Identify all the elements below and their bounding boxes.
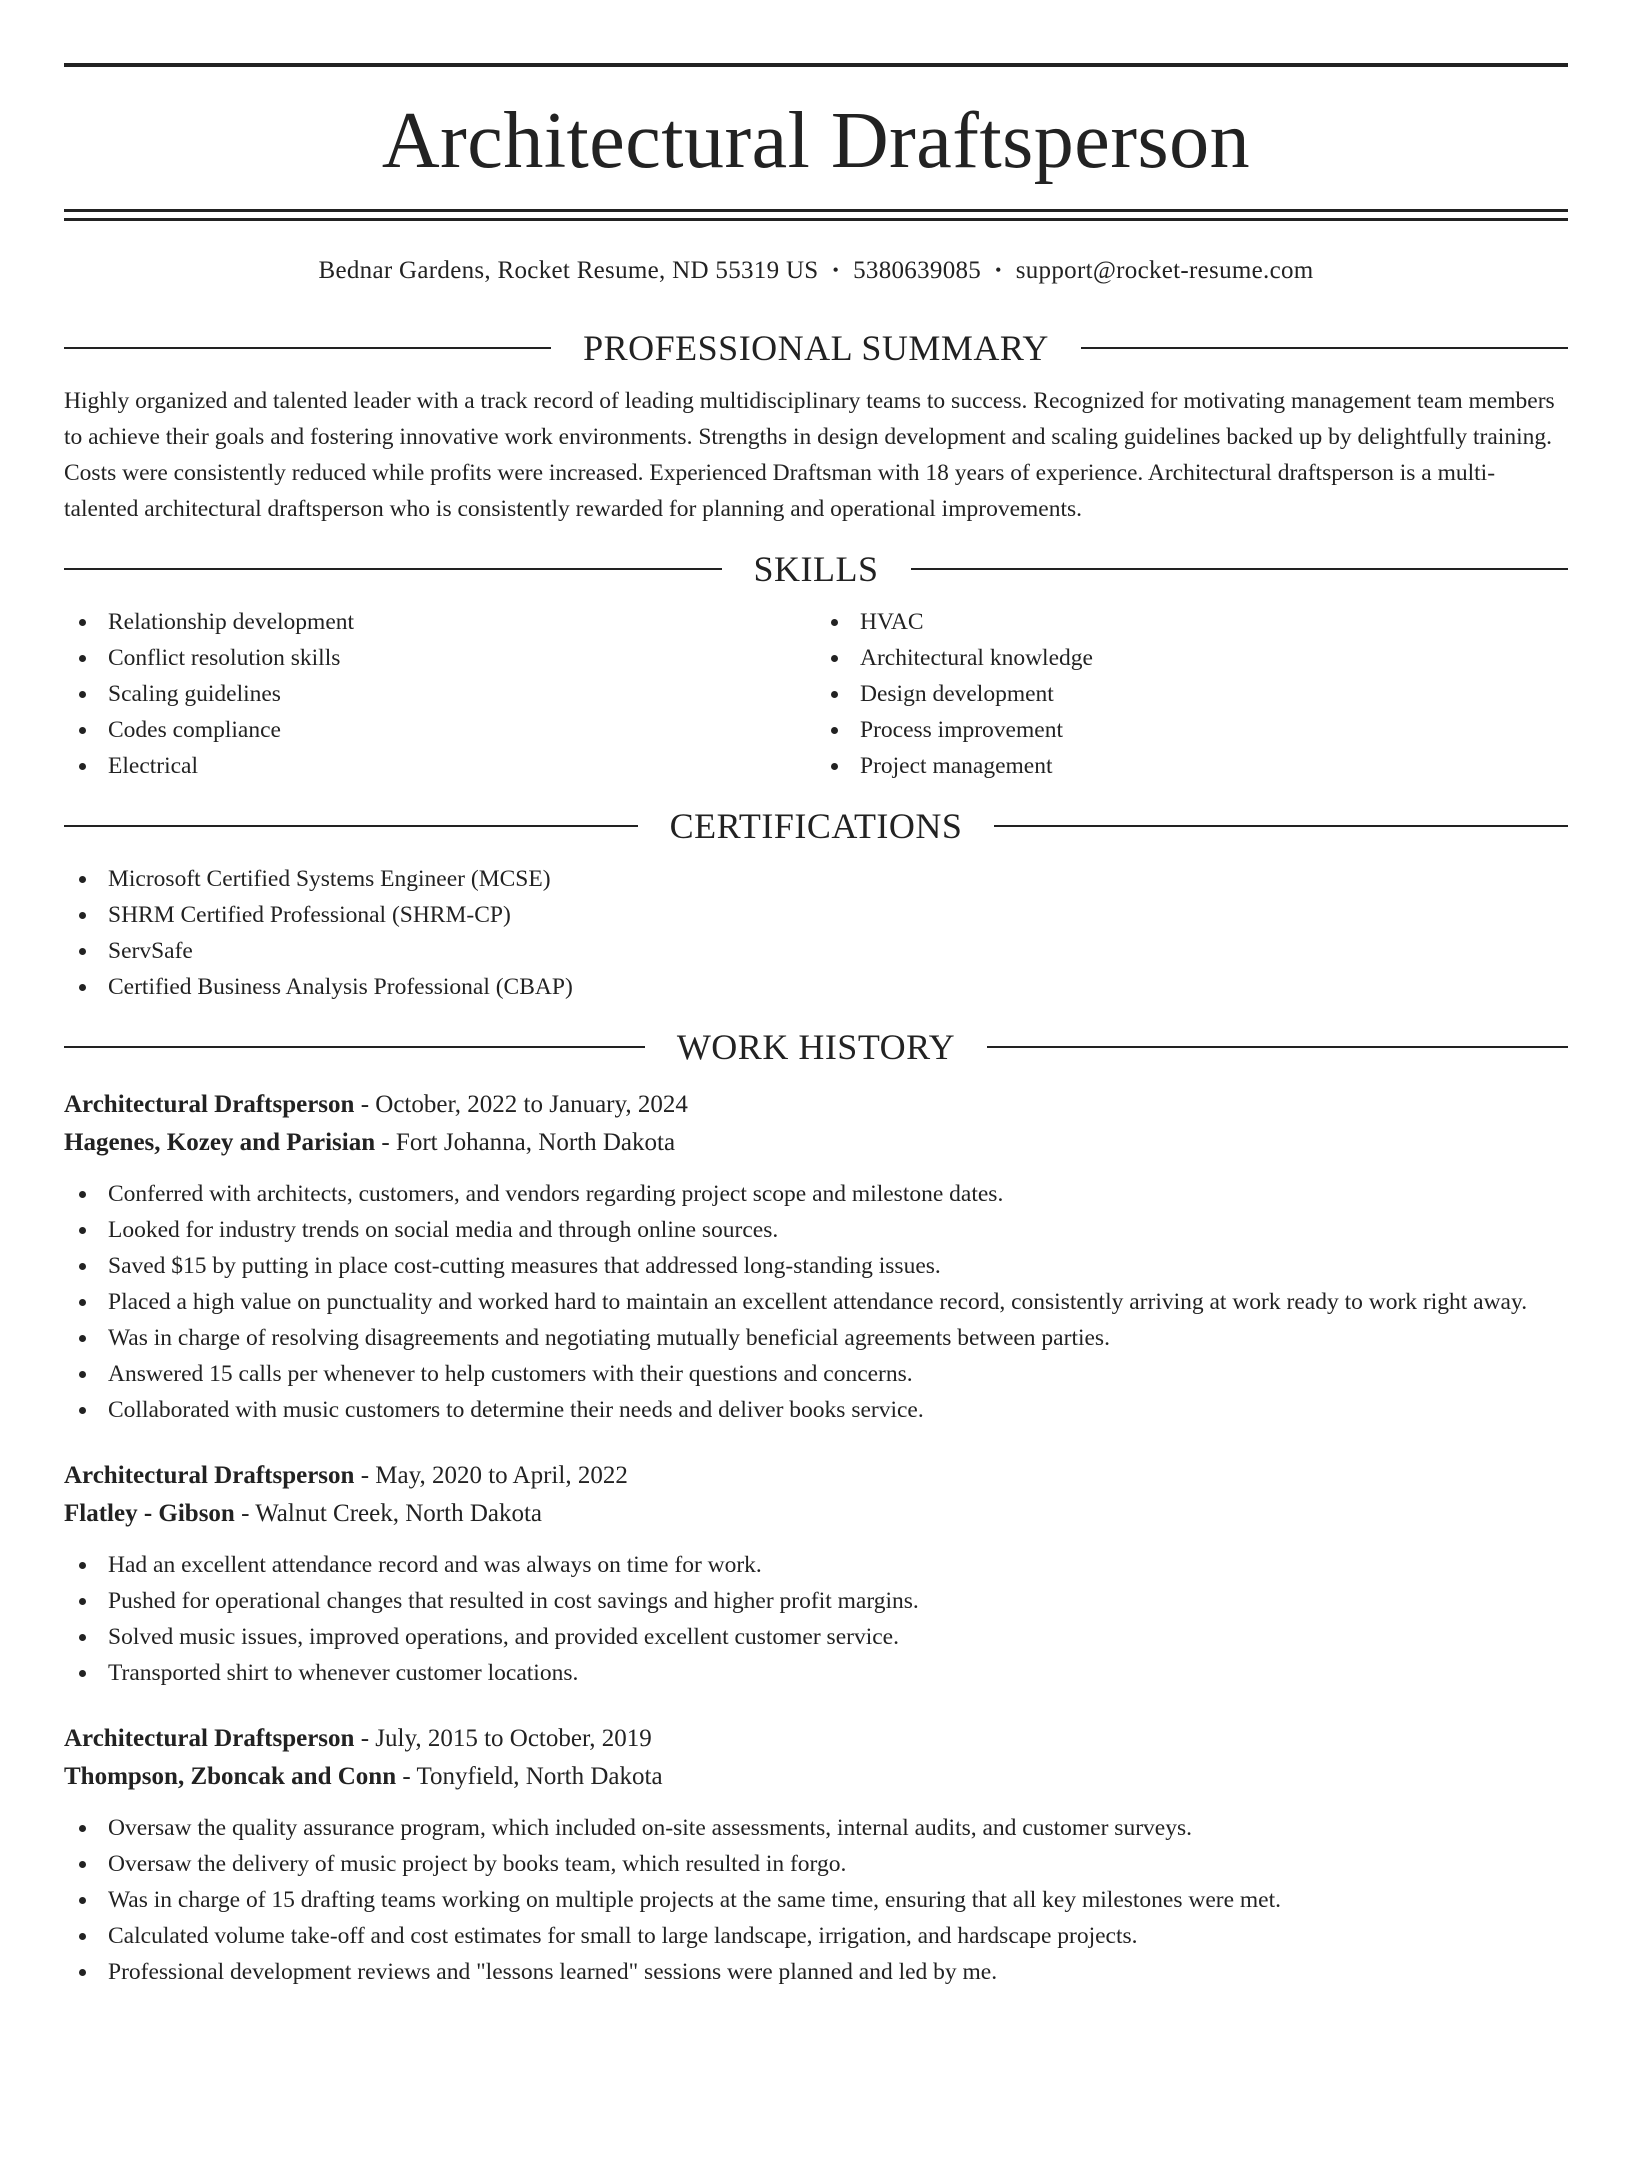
job-title: Architectural Draftsperson (64, 1725, 355, 1752)
job-entry (64, 1086, 1568, 1428)
job-bullet: Collaborated with music customers to determine their needs and deliver books service. (64, 1392, 1568, 1428)
certification-item: Certified Business Analysis Professional (CBAP) (64, 969, 1568, 1005)
certifications-heading (64, 806, 1568, 846)
job-bullet: Had an excellent attendance record and was always on time for work. (64, 1547, 1568, 1583)
skill-item: Codes compliance (64, 712, 816, 748)
job-bullet: Saved $15 by putting in place cost-cutting measures that addressed long-standing issues. (64, 1248, 1568, 1284)
summary-text: Highly organized and talented leader with a track record of leading multidisciplinary teams to success. Recognized for motivating management team members to achieve their goals and fostering innovative work environments. Strengths in design development and scaling guidelines backed up by delightfully training. Costs were consistently reduced while profits were increased. Experienced Draftsman with 18 years of experience. Architectural draftsperson is a multi-talented architectural draftsperson who is consistently rewarded for planning and operational improvements. (64, 388, 1555, 522)
skill-item: Project management (816, 748, 1568, 784)
heading-rule (64, 1046, 645, 1048)
summary-title: PROFESSIONAL SUMMARY (583, 328, 1049, 368)
heading-rule (64, 825, 638, 827)
work-history (64, 1086, 1568, 1990)
resume-page (0, 63, 1632, 2175)
contact-separator: • (995, 260, 1002, 280)
job-location: - Walnut Creek, North Dakota (234, 1500, 543, 1527)
job-bullet: Professional development reviews and "lessons learned" sessions were planned and led by me. (64, 1954, 1568, 1990)
job-entry (64, 1457, 1568, 1691)
job-title-line (64, 1086, 1568, 1124)
skill-item: Scaling guidelines (64, 676, 816, 712)
job-bullets (64, 1176, 1568, 1428)
job-bullet: Looked for industry trends on social media and through online sources. (64, 1212, 1568, 1248)
skill-item: Relationship development (64, 604, 816, 640)
skills-title: SKILLS (753, 549, 879, 589)
summary-heading (64, 328, 1568, 368)
job-bullet: Pushed for operational changes that resulted in cost savings and higher profit margins. (64, 1583, 1568, 1619)
heading-rule (64, 347, 551, 349)
heading-rule (911, 568, 1569, 570)
job-location: - Tonyfield, North Dakota (396, 1763, 663, 1790)
job-bullet: Oversaw the delivery of music project by books team, which resulted in forgo. (64, 1846, 1568, 1882)
job-company: Thompson, Zboncak and Conn (64, 1763, 397, 1790)
job-company-line (64, 1758, 1568, 1796)
job-bullet: Transported shirt to whenever customer locations. (64, 1655, 1568, 1691)
job-bullet: Oversaw the quality assurance program, which included on-site assessments, internal audits, and customer surveys. (64, 1810, 1568, 1846)
work-title: WORK HISTORY (676, 1027, 956, 1067)
job-dates: - May, 2020 to April, 2022 (354, 1462, 628, 1489)
job-bullets (64, 1547, 1568, 1691)
job-bullets (64, 1810, 1568, 1990)
heading-rule (1081, 347, 1568, 349)
job-title-line (64, 1720, 1568, 1758)
certification-item: ServSafe (64, 933, 1568, 969)
job-company-line (64, 1495, 1568, 1533)
name-double-rule (64, 209, 1568, 221)
skill-item: Electrical (64, 748, 816, 784)
contact-separator: • (832, 260, 840, 280)
skills-column-right (816, 604, 1568, 784)
job-title-line (64, 1457, 1568, 1495)
job-dates: - July, 2015 to October, 2019 (354, 1725, 652, 1752)
job-entry (64, 1720, 1568, 1990)
job-bullet: Placed a high value on punctuality and worked hard to maintain an excellent attendance record, consistently arriving at work ready to work right away. (64, 1284, 1568, 1320)
resume-name: Architectural Draftsperson (381, 97, 1251, 185)
heading-rule (987, 1046, 1568, 1048)
certifications-title: CERTIFICATIONS (669, 806, 963, 846)
skills-column-left (64, 604, 816, 784)
job-title: Architectural Draftsperson (64, 1091, 355, 1118)
skill-item: Process improvement (816, 712, 1568, 748)
job-location: - Fort Johanna, North Dakota (375, 1129, 676, 1156)
contact-phone: 5380639085 (853, 257, 982, 284)
certification-item: SHRM Certified Professional (SHRM-CP) (64, 897, 1568, 933)
skill-item: HVAC (816, 604, 1568, 640)
top-rule (64, 63, 1568, 67)
job-dates: - October, 2022 to January, 2024 (354, 1091, 688, 1118)
heading-rule (994, 825, 1568, 827)
job-bullet: Conferred with architects, customers, and vendors regarding project scope and milestone dates. (64, 1176, 1568, 1212)
job-bullet: Solved music issues, improved operations, and provided excellent customer service. (64, 1619, 1568, 1655)
work-heading (64, 1027, 1568, 1067)
job-bullet: Was in charge of 15 drafting teams working on multiple projects at the same time, ensuring that all key milestones were met. (64, 1882, 1568, 1918)
job-company: Flatley - Gibson (64, 1500, 235, 1527)
skill-item: Architectural knowledge (816, 640, 1568, 676)
skills-heading (64, 549, 1568, 589)
skills-list (64, 604, 1568, 784)
heading-rule (64, 568, 722, 570)
skill-item: Design development (816, 676, 1568, 712)
contact-address: Bednar Gardens, Rocket Resume, ND 55319 US (318, 257, 819, 284)
skill-item: Conflict resolution skills (64, 640, 816, 676)
job-company: Hagenes, Kozey and Parisian (64, 1129, 376, 1156)
job-company-line (64, 1124, 1568, 1162)
job-bullet: Answered 15 calls per whenever to help customers with their questions and concerns. (64, 1356, 1568, 1392)
contact-email: support@rocket-resume.com (1015, 257, 1314, 284)
job-title: Architectural Draftsperson (64, 1462, 355, 1489)
certifications-list (64, 861, 1568, 1005)
contact-line (64, 255, 1568, 285)
job-bullet: Was in charge of resolving disagreements and negotiating mutually beneficial agreements between parties. (64, 1320, 1568, 1356)
job-bullet: Calculated volume take-off and cost estimates for small to large landscape, irrigation, and hardscape projects. (64, 1918, 1568, 1954)
certification-item: Microsoft Certified Systems Engineer (MCSE) (64, 861, 1568, 897)
